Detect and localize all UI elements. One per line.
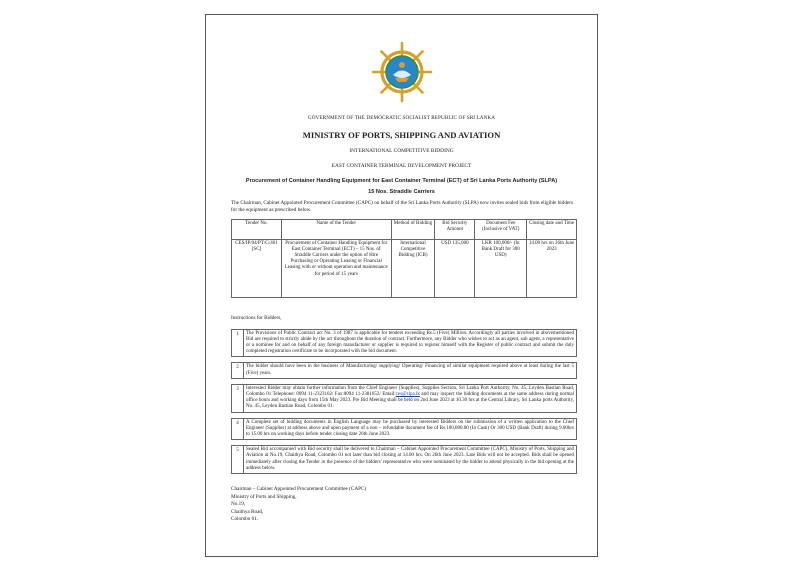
footer-line: Chaithya Road, bbox=[231, 508, 264, 515]
procurement-title: Procurement of Container Handling Equipment for East Container Terminal (ECT) of Sri Lanka Ports Authority (SLPA) bbox=[245, 178, 558, 184]
col-tender-no: Tender No. bbox=[232, 219, 282, 239]
cell-tender-name: Procurement of Container Handling Equipment for East Container Terminal (ECT) – 15 Nos. of Straddle Carriers under the option of Hire Purchasing or Operating Leasing or Financial Leasing with or without operation and maintenance for period of 15 years bbox=[281, 239, 391, 297]
footer-line: Chairman – Cabinet Appointed Procurement Committee (CAPC) bbox=[231, 486, 367, 493]
government-heading: GOVERNMENT OF THE DEMOCRATIC SOCIALIST REPUBLIC OF SRI LANKA bbox=[307, 115, 496, 121]
list-item bbox=[232, 329, 577, 357]
instruction-text-part: Interested Bidder may obtain further information from the Chief Engineer (Supplies), Supplies Section, Sri Lanka Port Authority, No. 45, Leyden Bastian Road, Colombo 01 Telephone: 0094 11-2323102/ Fax:0094 11-2381652/ Email: bbox=[246, 385, 574, 398]
instruction-text: Sealed Bid accompanied with Bid security shall be delivered to Chairman – Cabinet Appointed Procurement Committee (CAPC), Ministry of Ports, Shipping and Aviation at No.19, Chaithya Road, Colombo 01 not later than bid closing at 14.00 hrs. On 26th June 2023. Late Bids will not be accepted. Bids shall be opened immediately after closing the Tender in the presence of the bidders' representative who were nominated by the bidder to attend physically in the bid opening at the address below. bbox=[244, 446, 577, 474]
bidding-type-heading: INTERNATIONAL COMPETITIVE BIDDING bbox=[349, 148, 454, 154]
instruction-text bbox=[244, 384, 577, 412]
cell-security: USD 135,000 bbox=[435, 239, 475, 297]
list-item bbox=[232, 418, 577, 440]
col-fee: Document Fee (Inclusive of VAT) bbox=[475, 219, 527, 239]
col-security: Bid Security Amount bbox=[435, 219, 475, 239]
col-method: Method of Bidding bbox=[391, 219, 435, 239]
ministry-emblem bbox=[218, 41, 585, 101]
footer-line: Ministry of Ports and Shipping, bbox=[231, 493, 297, 500]
instruction-text: A Complete set of bidding documents in English Language may be purchased by interested Bidders on the submission of a written application to the Chief Engineer (Supplies) at address above and upon payment of a non – refundable document fee of Rs.100,000.00 (In Cash) Or 300 USD (Bank Draft) during 9.00hrs to 15.00 hrs on working days before tender closing date 26th June 2023. bbox=[244, 418, 577, 440]
table-row bbox=[232, 239, 577, 297]
document-page bbox=[205, 14, 598, 557]
list-item bbox=[232, 363, 577, 378]
instructions-heading: Instructions for Bidders, bbox=[231, 314, 282, 321]
instruction-number: 3 bbox=[232, 384, 244, 412]
instruction-text-part: and may inspect the bidding documents at the same address during normal office hours and working days from 15th May 2023. Pre Bid Meeting shall be held on 2nd June 2023 at 10.30 hrs at the Central Library, Sri Lanka ports Authority, No. 45, Leyden Bastian Road, Colombo 01. bbox=[246, 392, 574, 410]
col-closing: Closing date and Time bbox=[527, 219, 577, 239]
footer-line: No.19, bbox=[231, 501, 246, 508]
cell-fee: LKR 100,000/- (In Bank Draft for 300 USD) bbox=[475, 239, 527, 297]
ship-wheel-emblem-icon bbox=[371, 41, 433, 103]
instruction-text: The bidder should have been in the business of Manufacturing/ supplying/ Operating/ Financing of similar equipment required above at least during the last 5 (Five) years. bbox=[244, 363, 577, 378]
instruction-text: The Provisions of Public Contract act No. 3 of 1987 is applicable for tenders exceeding Rs.5 (Five) Million. Accordingly all parties involved in abovementioned Bid are required to strictly abide by the act throughout the duration of contract. Furthermore, any Bidder who wishes to act as an agent, sub agent, a representative or a nominee for and on behalf of any foreign manufacturer or supplier is required to register himself with the Register of public contract and submit the duly completed registration certificate to be incorporated with the bid document. bbox=[244, 329, 577, 357]
procurement-subtitle: 15 Nos. Straddle Carriers bbox=[368, 189, 435, 195]
instruction-number: 4 bbox=[232, 418, 244, 440]
intro-paragraph: The Chairman, Cabinet Appointed Procurement Committee (CAPC) on behalf of the Sri Lanka Ports Authority (SLPA) now invites sealed bids from eligible bidders for the equipment as prescribed below. bbox=[231, 200, 573, 213]
list-item bbox=[232, 446, 577, 474]
cell-tender-no: CES/IP/04/PT/G/461 [SC] bbox=[232, 239, 282, 297]
tender-table-header-row bbox=[232, 219, 577, 239]
list-item bbox=[232, 384, 577, 412]
instruction-number: 5 bbox=[232, 446, 244, 474]
ministry-title: MINISTRY OF PORTS, SHIPPING AND AVIATION bbox=[302, 130, 501, 140]
cell-closing: 14.00 hrs on 26th June 2023 bbox=[527, 239, 577, 297]
cell-method: International Competitive Bidding (ICB) bbox=[391, 239, 435, 297]
col-tender-name: Name of the Tender bbox=[281, 219, 391, 239]
instruction-number: 1 bbox=[232, 329, 244, 357]
instructions-table bbox=[231, 329, 577, 474]
footer-line: Colombo 01. bbox=[231, 516, 259, 523]
tender-table bbox=[231, 219, 577, 298]
project-heading: EAST CONTAINER TERMINAL DEVELOPMENT PROJECT bbox=[331, 163, 472, 169]
email-link[interactable]: ces@slpa.lk bbox=[395, 392, 420, 398]
signature-block bbox=[231, 486, 585, 524]
instruction-number: 2 bbox=[232, 363, 244, 378]
